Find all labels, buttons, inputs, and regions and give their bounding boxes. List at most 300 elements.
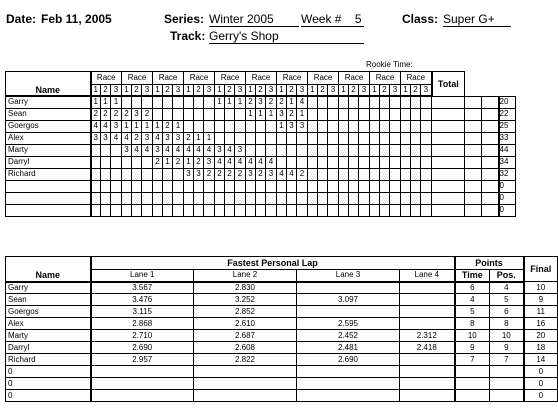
heat-position bbox=[401, 96, 411, 108]
heat-position bbox=[318, 108, 328, 120]
position-points bbox=[490, 390, 524, 402]
heat-position bbox=[91, 204, 101, 216]
heat-position: 2 bbox=[204, 168, 215, 180]
heat-position bbox=[142, 96, 153, 108]
heat-position bbox=[277, 192, 287, 204]
heat-number: 2 bbox=[349, 85, 359, 97]
driver-name: 0 bbox=[6, 378, 91, 390]
heat-position bbox=[390, 132, 401, 144]
heat-position bbox=[163, 108, 173, 120]
heat-position: 3 bbox=[256, 96, 266, 108]
heat-position: 1 bbox=[101, 96, 111, 108]
heat-position bbox=[215, 108, 225, 120]
total-cell: 0 bbox=[499, 192, 516, 204]
time-points bbox=[455, 390, 490, 402]
lane-time bbox=[297, 282, 400, 294]
heat-position bbox=[390, 180, 401, 192]
heat-position: 3 bbox=[173, 132, 184, 144]
heat-position: 3 bbox=[163, 132, 173, 144]
heat-number: 3 bbox=[390, 85, 401, 97]
heat-position bbox=[297, 204, 308, 216]
lane-header: Lane 1 bbox=[91, 270, 194, 282]
race-group-header: Race bbox=[277, 72, 308, 85]
heat-position bbox=[215, 120, 225, 132]
heat-position bbox=[432, 132, 465, 144]
heat-position: 2 bbox=[287, 108, 297, 120]
date-label: Date: bbox=[6, 12, 37, 26]
heat-position bbox=[153, 192, 163, 204]
heat-position: 2 bbox=[297, 168, 308, 180]
heat-position bbox=[132, 96, 142, 108]
heat-position bbox=[401, 156, 411, 168]
lane-time bbox=[297, 390, 400, 402]
heat-position bbox=[432, 144, 465, 156]
heat-position bbox=[349, 120, 359, 132]
final-points: 18 bbox=[524, 342, 558, 354]
heat-position bbox=[132, 168, 142, 180]
heat-position: 4 bbox=[235, 156, 246, 168]
race-group-header: Race bbox=[339, 72, 370, 85]
heat-position bbox=[465, 204, 482, 216]
heat-position bbox=[380, 144, 390, 156]
heat-position bbox=[277, 132, 287, 144]
heat-number: 2 bbox=[256, 85, 266, 97]
heat-position: 1 bbox=[256, 108, 266, 120]
lane-time: 2.690 bbox=[91, 342, 194, 354]
heat-position bbox=[318, 168, 328, 180]
heat-position bbox=[432, 192, 465, 204]
heat-position bbox=[328, 156, 339, 168]
heat-position bbox=[328, 132, 339, 144]
heat-number: 1 bbox=[153, 85, 163, 97]
heat-position: 1 bbox=[297, 108, 308, 120]
lane-time bbox=[400, 378, 455, 390]
heat-position bbox=[465, 132, 482, 144]
heat-number: 2 bbox=[132, 85, 142, 97]
position-points: 4 bbox=[490, 282, 524, 294]
heat-position bbox=[122, 192, 132, 204]
heat-position bbox=[204, 180, 215, 192]
total-cell: 44 bbox=[499, 144, 516, 156]
heat-position bbox=[380, 108, 390, 120]
heat-position bbox=[421, 120, 432, 132]
heat-position bbox=[411, 180, 421, 192]
race-group-header: Race bbox=[370, 72, 401, 85]
heat-position bbox=[256, 132, 266, 144]
heat-position: 4 bbox=[194, 144, 204, 156]
driver-name bbox=[6, 192, 91, 204]
heat-position bbox=[287, 204, 297, 216]
lane-header: Lane 3 bbox=[297, 270, 400, 282]
heat-position: 2 bbox=[142, 108, 153, 120]
heat-position bbox=[411, 108, 421, 120]
heat-position bbox=[235, 108, 246, 120]
table-row bbox=[6, 318, 558, 330]
final-points: 0 bbox=[524, 390, 558, 402]
heat-position bbox=[163, 168, 173, 180]
final-points: 16 bbox=[524, 318, 558, 330]
heat-number: 2 bbox=[163, 85, 173, 97]
heat-position bbox=[235, 192, 246, 204]
heat-position bbox=[132, 156, 142, 168]
total-cell: 20 bbox=[499, 96, 516, 108]
heat-position bbox=[225, 192, 235, 204]
heat-position: 4 bbox=[184, 144, 194, 156]
heat-position: 1 bbox=[153, 120, 163, 132]
heat-position: 1 bbox=[142, 120, 153, 132]
time-points: 8 bbox=[455, 318, 490, 330]
lane-time bbox=[91, 378, 194, 390]
position-points: 6 bbox=[490, 306, 524, 318]
heat-position bbox=[465, 120, 482, 132]
heat-position: 3 bbox=[122, 144, 132, 156]
heat-position bbox=[421, 168, 432, 180]
heat-position bbox=[328, 144, 339, 156]
heat-position bbox=[359, 192, 370, 204]
heat-position bbox=[225, 108, 235, 120]
heat-position: 4 bbox=[225, 144, 235, 156]
table-row bbox=[6, 354, 558, 366]
heat-position bbox=[432, 180, 465, 192]
heat-position bbox=[482, 168, 499, 180]
heat-position bbox=[359, 108, 370, 120]
heat-position: 1 bbox=[215, 96, 225, 108]
heat-position bbox=[204, 96, 215, 108]
race-results-table bbox=[5, 71, 516, 217]
heat-position: 3 bbox=[235, 144, 246, 156]
position-points: 9 bbox=[490, 342, 524, 354]
heat-position bbox=[359, 204, 370, 216]
heat-position bbox=[328, 120, 339, 132]
heat-position: 2 bbox=[153, 156, 163, 168]
heat-position bbox=[246, 120, 256, 132]
heat-position bbox=[91, 192, 101, 204]
driver-name: Darryl bbox=[6, 342, 91, 354]
heat-position: 3 bbox=[266, 168, 277, 180]
lane-time: 2.830 bbox=[194, 282, 297, 294]
heat-position: 4 bbox=[122, 132, 132, 144]
heat-position bbox=[287, 192, 297, 204]
heat-position bbox=[111, 156, 122, 168]
table-row bbox=[6, 366, 558, 378]
total-cell: 0 bbox=[499, 180, 516, 192]
heat-position bbox=[349, 192, 359, 204]
race-group-header: Race bbox=[122, 72, 153, 85]
heat-position bbox=[122, 96, 132, 108]
heat-number: 1 bbox=[339, 85, 349, 97]
heat-position: 2 bbox=[111, 108, 122, 120]
position-points: 7 bbox=[490, 354, 524, 366]
driver-name: Garry bbox=[6, 96, 91, 108]
race-group-header: Race bbox=[153, 72, 184, 85]
heat-position bbox=[297, 180, 308, 192]
heat-position: 3 bbox=[184, 168, 194, 180]
heat-position bbox=[411, 132, 421, 144]
heat-position bbox=[318, 144, 328, 156]
heat-position bbox=[308, 144, 318, 156]
heat-position bbox=[101, 192, 111, 204]
heat-position bbox=[184, 180, 194, 192]
lane-time bbox=[194, 378, 297, 390]
heat-position bbox=[482, 96, 499, 108]
heat-position bbox=[297, 156, 308, 168]
heat-number: 2 bbox=[318, 85, 328, 97]
name-header-top bbox=[6, 72, 91, 85]
heat-position bbox=[401, 144, 411, 156]
heat-position bbox=[101, 156, 111, 168]
table-row bbox=[6, 144, 516, 156]
table-row bbox=[6, 168, 516, 180]
heat-position bbox=[256, 180, 266, 192]
heat-position bbox=[380, 192, 390, 204]
heat-position: 2 bbox=[163, 120, 173, 132]
heat-position bbox=[318, 204, 328, 216]
date-value: Feb 11, 2005 bbox=[41, 12, 112, 26]
heat-position bbox=[111, 204, 122, 216]
heat-position: 2 bbox=[277, 96, 287, 108]
heat-number: 2 bbox=[225, 85, 235, 97]
heat-position bbox=[421, 192, 432, 204]
heat-position: 4 bbox=[173, 144, 184, 156]
heat-position bbox=[277, 144, 287, 156]
heat-position bbox=[246, 144, 256, 156]
heat-position: 4 bbox=[132, 144, 142, 156]
table-row bbox=[6, 132, 516, 144]
race-group-header: Race bbox=[246, 72, 277, 85]
heat-position bbox=[411, 156, 421, 168]
heat-position bbox=[465, 156, 482, 168]
name-header: Name bbox=[6, 85, 91, 97]
rookie-time-label: Rookie Time: bbox=[366, 60, 413, 69]
heat-position bbox=[153, 204, 163, 216]
heat-position bbox=[318, 156, 328, 168]
heat-position bbox=[390, 108, 401, 120]
heat-position: 4 bbox=[91, 120, 101, 132]
heat-position: 3 bbox=[246, 168, 256, 180]
heat-position bbox=[111, 192, 122, 204]
heat-position: 1 bbox=[173, 120, 184, 132]
heat-position bbox=[256, 204, 266, 216]
heat-position: 2 bbox=[184, 132, 194, 144]
heat-position bbox=[153, 180, 163, 192]
heat-position bbox=[194, 180, 204, 192]
driver-name: 0 bbox=[6, 366, 91, 378]
position-points: 10 bbox=[490, 330, 524, 342]
lane-time: 2.418 bbox=[400, 342, 455, 354]
heat-position bbox=[339, 168, 349, 180]
table-row bbox=[6, 180, 516, 192]
track-label: Track: bbox=[170, 29, 206, 43]
heat-position bbox=[246, 180, 256, 192]
position-points bbox=[490, 366, 524, 378]
heat-position bbox=[235, 204, 246, 216]
heat-position bbox=[411, 120, 421, 132]
heat-position: 1 bbox=[225, 96, 235, 108]
final-header: Final bbox=[524, 257, 558, 282]
heat-position bbox=[349, 180, 359, 192]
heat-position bbox=[308, 192, 318, 204]
heat-position bbox=[411, 192, 421, 204]
heat-position bbox=[225, 120, 235, 132]
heat-position bbox=[339, 108, 349, 120]
heat-position bbox=[465, 180, 482, 192]
heat-position bbox=[339, 156, 349, 168]
heat-position bbox=[482, 192, 499, 204]
heat-position bbox=[122, 204, 132, 216]
heat-position: 2 bbox=[256, 168, 266, 180]
table-row bbox=[6, 294, 558, 306]
driver-name: Garry bbox=[6, 282, 91, 294]
table-row bbox=[6, 120, 516, 132]
heat-position bbox=[184, 192, 194, 204]
time-points: 10 bbox=[455, 330, 490, 342]
heat-position bbox=[411, 204, 421, 216]
heat-position bbox=[318, 180, 328, 192]
time-points: 4 bbox=[455, 294, 490, 306]
heat-position bbox=[432, 204, 465, 216]
heat-number: 2 bbox=[101, 85, 111, 97]
heat-position bbox=[142, 192, 153, 204]
heat-position bbox=[235, 120, 246, 132]
heat-position bbox=[328, 168, 339, 180]
heat-number: 2 bbox=[380, 85, 390, 97]
heat-position bbox=[359, 156, 370, 168]
heat-position bbox=[339, 120, 349, 132]
lane-time: 2.822 bbox=[194, 354, 297, 366]
driver-name: Richard bbox=[6, 168, 91, 180]
heat-number: 1 bbox=[246, 85, 256, 97]
heat-position bbox=[163, 192, 173, 204]
heat-number: 3 bbox=[111, 85, 122, 97]
lane-time bbox=[400, 354, 455, 366]
driver-name: Goergos bbox=[6, 120, 91, 132]
table-row bbox=[6, 306, 558, 318]
heat-position bbox=[401, 168, 411, 180]
lane-time bbox=[400, 294, 455, 306]
heat-position bbox=[308, 156, 318, 168]
driver-name: Alex bbox=[6, 318, 91, 330]
table-row bbox=[6, 378, 558, 390]
heat-position bbox=[349, 108, 359, 120]
heat-position bbox=[101, 144, 111, 156]
final-points: 14 bbox=[524, 354, 558, 366]
heat-position: 2 bbox=[173, 156, 184, 168]
total-cell: 32 bbox=[499, 168, 516, 180]
heat-position: 2 bbox=[132, 132, 142, 144]
heat-number: 2 bbox=[287, 85, 297, 97]
total-cell: 33 bbox=[499, 132, 516, 144]
heat-position: 1 bbox=[184, 156, 194, 168]
heat-position bbox=[111, 180, 122, 192]
heat-position bbox=[184, 204, 194, 216]
heat-position bbox=[390, 120, 401, 132]
heat-position: 4 bbox=[256, 156, 266, 168]
heat-position bbox=[349, 144, 359, 156]
heat-position bbox=[339, 132, 349, 144]
time-points: 9 bbox=[455, 342, 490, 354]
heat-position bbox=[349, 204, 359, 216]
heat-position bbox=[482, 132, 499, 144]
final-points: 10 bbox=[524, 282, 558, 294]
class-label: Class: bbox=[402, 12, 439, 26]
heat-position bbox=[122, 156, 132, 168]
heat-position bbox=[246, 192, 256, 204]
heat-position bbox=[308, 108, 318, 120]
time-points: 6 bbox=[455, 282, 490, 294]
heat-position bbox=[370, 156, 380, 168]
heat-position bbox=[194, 96, 204, 108]
heat-number: 3 bbox=[173, 85, 184, 97]
heat-position: 3 bbox=[132, 108, 142, 120]
lane-time: 3.115 bbox=[91, 306, 194, 318]
heat-position bbox=[194, 108, 204, 120]
race-group-header: Race bbox=[215, 72, 246, 85]
heat-position bbox=[225, 132, 235, 144]
week-value: 5 bbox=[354, 12, 362, 26]
lane-time: 2.957 bbox=[91, 354, 194, 366]
heat-position bbox=[359, 144, 370, 156]
time-header: Time bbox=[455, 270, 490, 282]
heat-position bbox=[132, 204, 142, 216]
heat-position bbox=[132, 180, 142, 192]
heat-position bbox=[432, 120, 465, 132]
series-label: Series: bbox=[164, 12, 205, 26]
heat-position: 1 bbox=[235, 96, 246, 108]
heat-position bbox=[163, 204, 173, 216]
heat-position bbox=[465, 96, 482, 108]
time-points: 7 bbox=[455, 354, 490, 366]
lap-name-header: Name bbox=[6, 270, 91, 282]
final-points: 0 bbox=[524, 378, 558, 390]
lane-time bbox=[400, 390, 455, 402]
heat-position bbox=[173, 96, 184, 108]
heat-position bbox=[173, 168, 184, 180]
table-row bbox=[6, 342, 558, 354]
heat-position bbox=[401, 180, 411, 192]
lane-time: 3.252 bbox=[194, 294, 297, 306]
heat-position bbox=[246, 132, 256, 144]
position-points: 8 bbox=[490, 318, 524, 330]
heat-position bbox=[111, 144, 122, 156]
driver-name: Marty bbox=[6, 330, 91, 342]
heat-position bbox=[339, 144, 349, 156]
heat-position bbox=[142, 204, 153, 216]
heat-position bbox=[256, 192, 266, 204]
heat-position bbox=[359, 132, 370, 144]
track-value: Gerry's Shop bbox=[209, 29, 364, 44]
heat-number: 1 bbox=[122, 85, 132, 97]
lane-time bbox=[400, 306, 455, 318]
race-group-header: Race bbox=[184, 72, 215, 85]
heat-position bbox=[401, 108, 411, 120]
heat-position bbox=[411, 144, 421, 156]
heat-position: 4 bbox=[287, 168, 297, 180]
heat-position bbox=[339, 180, 349, 192]
heat-number: 3 bbox=[204, 85, 215, 97]
lane-time: 2.610 bbox=[194, 318, 297, 330]
heat-position bbox=[411, 168, 421, 180]
lane-time: 3.567 bbox=[91, 282, 194, 294]
heat-position bbox=[390, 156, 401, 168]
heat-position bbox=[390, 204, 401, 216]
heat-position: 1 bbox=[91, 96, 101, 108]
heat-position bbox=[235, 180, 246, 192]
heat-position bbox=[308, 204, 318, 216]
heat-position bbox=[266, 192, 277, 204]
heat-position bbox=[349, 156, 359, 168]
driver-name: Sean bbox=[6, 108, 91, 120]
heat-position bbox=[421, 132, 432, 144]
